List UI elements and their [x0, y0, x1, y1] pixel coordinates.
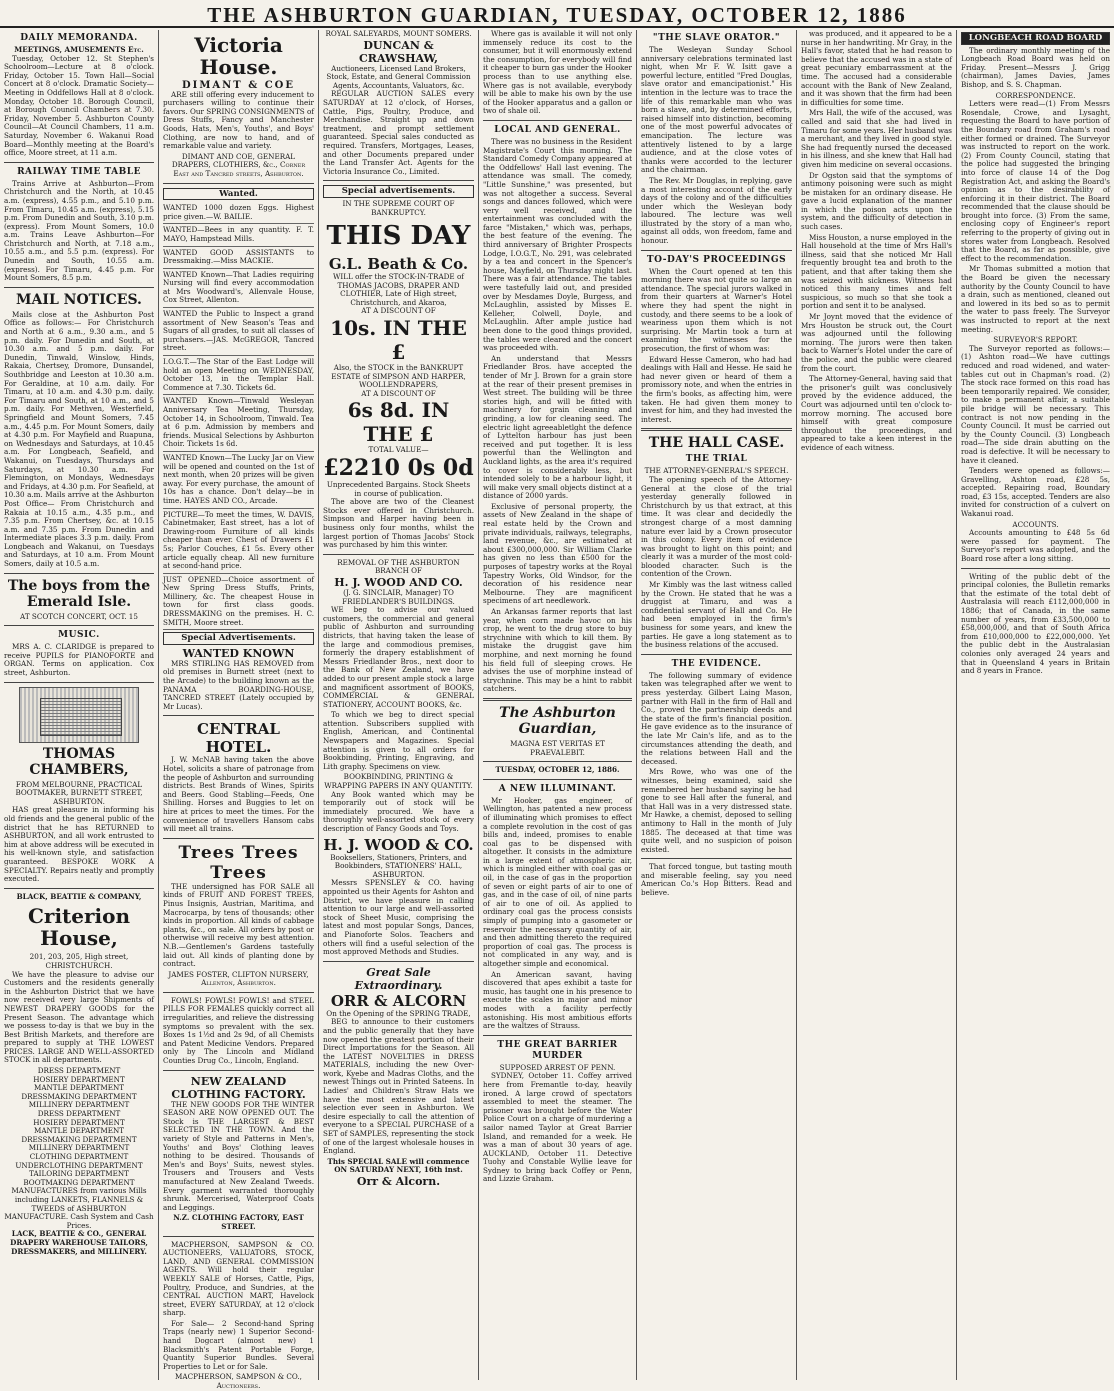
column-6 — [796, 30, 956, 1380]
manufactures-text: MANUFACTURES from various Mills including LANKETS, FLANNELS & TWEEDS of ASHBURTON MANUFACTURE. Cash System and Cash Prices. — [4, 1186, 154, 1230]
dept-item: DRESSMAKING DEPARTMENT — [21, 1091, 137, 1101]
wanted-ad: WANTED the Public to Inspect a grand assortment of New Season's Teas and Sugars of all grades, to suit all classes of purchasers.—JAS. McGREGOR, Tancred street. — [163, 308, 314, 356]
discount-value-1: 10s. IN THE £ — [330, 316, 467, 365]
barrier-sub: SUPPOSED ARREST OF PENN. — [499, 1062, 616, 1072]
central-hotel-heading: CENTRAL HOTEL. — [197, 720, 280, 757]
tenders-text: Tenders were opened as follows:—Gravelling, Ashton road, £28 5s, accepted. Repairing road, Boundary road, £3 15s, accepted. Tenders are also invited for construction of a culvert on Wakanui road. — [961, 466, 1110, 519]
continued-text-5: Mr Joynt moved that the evidence of Mrs Houston be struck out, the Court was adjourned until the following morning. The jurors were then taken back to Warner's Hotel under the care of the police, and the public were cleared from the court. — [801, 312, 952, 373]
dept-item: HOSIERY DEPARTMENT — [33, 1074, 125, 1084]
victoria-firm: DIMANT & COE — [181, 80, 296, 91]
orr-heading: ORR & ALCORN — [330, 991, 467, 1010]
dept-item: UNDERCLOTHING DEPARTMENT — [15, 1160, 143, 1170]
masthead — [0, 0, 1114, 28]
memo-heading: DAILY MEMORANDA. — [20, 33, 138, 43]
continued-text: was produced, and it appeared to be a nurse in her handwriting. Mr Gray, in the Hall's favor, stated that he had reason to believe that the accused was in a state of great pecuniary embarrassment at the time. The accused had a considerable account with the Bank of New Zealand, and it was shown that the firm had been in difficulties for some time. — [801, 29, 952, 107]
trees-heading: Trees Trees Trees — [178, 842, 299, 883]
hjwood-footer: Booksellers, Stationers, Printers, and Bookbinders, STATIONERS' HALL, ASHBURTON. — [330, 852, 467, 879]
evidence-heading: THE EVIDENCE. — [671, 658, 762, 669]
gas-text: Where gas is available it will not only immensely reduce its cost to the consumer, but it will enormously extend the consumption, for everybody will find it cheaper to burn gas under the Hooker process than to use anything else. Where gas is not available, everybody will be able to make his own by the use of the Hooker apparatus and a gallon or two of shale oil. — [483, 29, 632, 116]
speech-text-2: Mr Kimbly was the last witness called by the Crown. He stated that he was a druggist at Timaru, and was a confidential servant of Hall and Co. He had been employed in the firm's business for some years, and knew the parties. He gave a long statement as to the business relations of the accused. — [641, 580, 792, 650]
column-7 — [956, 30, 1114, 1380]
special-ads-heading: Special advertisements. — [323, 185, 474, 198]
court-text: IN THE SUPREME COURT OF BANKRUPTCY. — [342, 198, 455, 217]
beath-footer: Unprecedented Bargains. Stock Sheets in course of publication. — [326, 480, 471, 498]
railway-heading: RAILWAY TIME TABLE — [17, 166, 141, 177]
wanted-heading: Wanted. — [163, 188, 314, 201]
memo-subheading: MEETINGS, AMUSEMENTS Etc. — [14, 45, 144, 54]
orr-note: This SPECIAL SALE will commence ON SATURDAY NEXT, 16th inst. — [327, 1156, 470, 1175]
orr-sub: On the Opening of the SPRING TRADE, — [326, 1008, 471, 1018]
hjwood-big: H. J. WOOD & CO. — [323, 835, 474, 854]
dept-item: DRESSMAKING DEPARTMENT — [21, 1134, 137, 1144]
this-day-heading: THIS DAY — [326, 221, 471, 252]
boys-heading: The boys from the Emerald Isle. — [7, 577, 151, 610]
evidence-text-2: Mrs Rowe, who was one of the witnesses, being examined, said she remembered her husband saying he had gone to see Hall after the funeral, and that Hall was in a very distressed state. Mr Hawke, a chemist, deposed to selling antimony to Hall in the month of July 1885. The deceased at that time was quite well, and no suspicion of poison existed. — [641, 767, 792, 854]
local-text-4: An Arkansas farmer reports that last year, when corn made havoc on his crop, he went to the drug store to buy strychnine with which to kill them. By mistake the druggist gave him morphine, and next morning he found his field full of sleeping crows. He advises the use of morphine instead of strychnine. This may be a hint to rabbit catchers. — [483, 607, 632, 694]
surveyor-text: The Surveyor reported as follows:—(1) Ashton road—We have cuttings reduced and road widened, and water-tables cut out in Chapman's road. (2) The stock race formed on this road has been temporarily repaired. We consider, to make a permanent affair, a suitable pile bridge will be necessary. This contract is not now pending in the County Council. It must be carried out by the County Council. (3) Longbeach road—The side drain abutting on the road is defective. It will be necessary to have it cleaned. — [961, 343, 1110, 465]
dept-item: BOOTMAKING DEPARTMENT — [23, 1177, 135, 1187]
macpherson-footer: MACPHERSON, SAMPSON & CO., Auctioneers. — [175, 1372, 302, 1391]
mail-heading: MAIL NOTICES. — [16, 291, 142, 308]
slave-text: The Wesleyan Sunday School anniversary celebrations terminated last night, when Mr F. W. Isitt gave a powerful lecture, entitled "Fred Douglas, slave orator and emancipationist." His intention in the lecture was to trace the life of this remarkable man who was born a slave, and, by determined efforts, raised himself into distinction, becoming one of the most powerful advocates of emancipation. The lecture was attentively listened to by a large audience, and at the close votes of thanks were accorded to the lecturer and the chairman. — [641, 45, 792, 175]
continued-text-4: Miss Houston, a nurse employed in the Hall household at the time of Mrs Hall's illness, said that she noticed Mr Hall frequently brought tea and broth to the patient, and that after taking them she was seized with sickness. Witness had noticed this many times and felt suspicious, so much so that she took a portion and sent it to be analysed. — [801, 232, 952, 311]
illuminant-text: Mr Hooker, gas engineer, of Wellington, has patented a new process of illuminating which promises to effect a complete revolution in the cost of gas bills and, indeed, promises to enable coal gas to be dispensed with altogether. It consists in the admixture in a large extent of atmospheric air, which is mingled either with coal gas or oil, in the case of gas in the proportion of seven or eight parts of air to one of gas, and in the case of oil, of nine parts of air to one of oil. As applied to ordinary coal gas the process consists simply of pumping into a gasometer or reservoir the necessary quantity of air, and then admitting thereto the required proportion of coal gas. The process is not complicated in any way, and is altogether simple and economical. — [483, 795, 632, 968]
accounts-heading: ACCOUNTS. — [1012, 519, 1059, 529]
boys-subheading: AT SCOTCH CONCERT, OCT. 15 — [20, 611, 138, 621]
dept-item: HOSIERY DEPARTMENT — [33, 1117, 125, 1127]
hjwood-sub: (J. G. SINCLAIR, Manager) TO FRIEDLANDER'S BUILDINGS. — [342, 587, 455, 606]
dept-item: DRESS DEPARTMENT — [37, 1109, 121, 1119]
wanted-ad: WANTED Known—The Lucky Jar on View will be opened and counted on the 1st of next month, when 20 prizes will be given away. For every purchase, the amount of 10s has a chance. Don't delay—be in time. HAYES AND CO., Arcade. — [163, 452, 314, 509]
wanted-ad: I.O.G.T.—The Star of the East Lodge will hold an open Meeting on WEDNESDAY, October 13, in the Templar Hall. Commence at 7.30. Tickets 6d. — [163, 356, 314, 395]
boot-shop-engraving — [19, 687, 139, 743]
days-heading: TO-DAY'S PROCEEDINGS — [646, 254, 787, 265]
pills-text: FOWLS! FOWLS! FOWLS! and STEEL PILLS FOR FEMALES quickly correct all irregularities, and relieve the distressing symptoms so prevalent with the sex. Boxes 1s 1½d and 2s 9d, of all Chemists and Patent Medicine Vendors. Prepared only by The Lincoln and Midland Counties Drug Co., Lincoln, England. — [163, 995, 314, 1066]
printing-heading: BOOKBINDING, PRINTING & WRAPPING PAPERS IN ANY QUANTITY. — [324, 772, 473, 791]
column-3 — [318, 30, 478, 1380]
column-2 — [158, 30, 318, 1391]
barrier-text: SYDNEY, October 11. Coffey arrived here from Fremantle to-day, heavily ironed. A large crowd of spectators assembled to meet the steamer. The prisoner was brought before the Water Police Court on a charge of murdering a sailor named Taylor at Great Barrier Island, and remanded for a week. He was a man of about 30 years of age. AUCKLAND, October 11. Detective Tuohy and Constable Wyllie leave for Sydney to bring back Coffey or Penn, and Lizzie Graham. — [483, 1071, 632, 1184]
central-hotel-text: J. W. McNAB having taken the above Hotel, solicits a share of patronage from the people of Ashburton and surrounding districts. Best Brands of Wines, Spirits and Beers. Good Stabling—Feeds, One Shilling. Horses and Buggies to let on hire at prices to meet the times. For the convenience of travellers Hansom cabs will meet all trains. — [163, 755, 314, 834]
illuminant-heading: A NEW ILLUMINANT. — [498, 783, 617, 794]
orr-text: BEG to announce to their customers and the public generally that they have now opened the greatest portion of their Direct Importations for the Season. All the LATEST NOVELTIES in DRESS MATERIALS, including the new Over-work, Kyebe and Madras Cloths, and the newest Things out in Printed Sateens. In Ladies' and Children's Straw Hats we have the most extensive and latest selection ever seen in Ashburton. We desire especially to call the attention of everyone to a SPECIAL PURCHASE of a SET of SAMPLES, representing the stock of one of the largest wholesale houses in England. — [323, 1017, 474, 1156]
total-value: £2210 0s 0d — [323, 455, 474, 482]
duncan-sub: Auctioneers, Licensed Land Brokers, Stock, Estate, and General Commission Agents, Accountants, Valuators, &c. — [326, 63, 471, 90]
column-5 — [636, 30, 796, 1380]
evidence-text: The following summary of evidence taken was telegraphed after we went to press yesterday. Gilbert Laing Mason, partner with Hall in the firm of Hall and Co., proved the partnership deeds and the state of the firm's financial position. He gave evidence as to the insurance of the late Mr Cain's life, and as to the circumstances attending the death, and the relations between Hall and the deceased. — [641, 670, 792, 766]
dept-item: MILLINERY DEPARTMENT — [28, 1100, 130, 1110]
correspondence-text-2: Mr Thomas submitted a motion that the Board be given the necessary authority by the County Council to have a drain, such as mentioned, cleaned out and lowered in its bed so as to permit the water to pass freely. The Surveyor was instructed to report at the next meeting. — [961, 264, 1110, 334]
trial-heading: THE TRIAL — [685, 454, 748, 465]
speech-heading: THE ATTORNEY-GENERAL'S SPEECH. — [644, 466, 789, 476]
beath-text: WILL offer the STOCK-IN-TRADE of THOMAS JACOBS, DRAPER AND CLOTHIER, Late of High street, Christchurch, and Akaroa, — [333, 272, 464, 307]
wanted-ad: WANTED GOOD ASSISTANTS to Dressmaking.—Miss MACKIE. — [163, 247, 314, 269]
evidence-text-3: That forced tongue, but tasting mouth and miserable feeling, say you need American Co.'s Hop Bitters. Read and believe. — [641, 862, 792, 898]
victoria-text: ARE still offering every inducement to purchasers willing to continue their favors. Our SPRING CONSIGNMENTS of Dress Stuffs, Fancy and Manchester Goods, Hats, Men's, Youths', and Boys' Clothing, are now to hand, and of remarkable value and variety. — [163, 89, 314, 151]
beath-text-2: Also, the STOCK in the BANKRUPT ESTATE of SIMPSON AND HARPER, WOOLLENDRAPERS, — [331, 363, 466, 390]
duncan-text: REGULAR AUCTION SALES every SATURDAY at 12 o'clock, of Horses, Cattle, Pigs, Poultry, Produce, and Merchandise. Straight up and down treatment, and prompt settlement guaranteed. Special sales conducted as required. Transfers, Mortgages, Leases, and other Documents prepared under the Land Transfer Act. Agents for the Victoria Insurance Co., Limited. — [323, 89, 474, 176]
lack-beattie-footer: LACK, BEATTIE & CO., GENERAL DRAPERY WAREHOUSE TAILORS, DRESSMAKERS, and MILLINERY. — [10, 1229, 148, 1256]
great-sale-heading: Great Sale Extraordinary. — [354, 965, 443, 992]
victoria-footer: DIMANT AND COE, GENERAL DRAPERS, CLOTHIERS, &c., Corner East and Tancred streets, Ashburton. — [171, 151, 306, 178]
music-text: MRS A. C. CLARIDGE is prepared to receive PUPILS for PIANOFORTE and ORGAN. Terms on application. Cox street, Ashburton. — [4, 642, 154, 678]
paper-date: TUESDAY, OCTOBER 12, 1886. — [495, 765, 620, 775]
dept-item: TAILORING DEPARTMENT — [29, 1169, 129, 1179]
local-text: There was no business in the Resident Magistrate's Court this morning. The Standard Comedy Company appeared at the Oddfellows' Hall last evening. The attendance was small. The comedy, "Little Sunshine," was presented, but was not altogether a success. Several songs and dances followed, which were very well received, and the entertainment was concluded with the farce "Mistaken," which was, perhaps, the best feature of the evening. The third anniversary of Brighter Prospects Lodge, I.O.G.T., No. 291, was celebrated by a tea and concert in the Spencer's house, Mayfield, on Thursday night last. There was a fair attendance. The tables were tastefully laid out, and presided over by Mesdames Doyle, Burgess, and McLaughlin, assisted by Misses E. Kelleher, Colwell, Doyle, and McLaughlin. After ample justice had been done to the good things provided, the tables were cleared and the concert was proceeded with. — [483, 136, 632, 353]
railway-text: Trains Arrive at Ashburton—From Christchurch and the North, at 10.45 a.m. (express), 4.55 p.m., and 5.10 p.m. From Timaru, 10.45 a.m. (express), 5.15 p.m. From Dunedin and South, 3.10 p.m. (express). From Mount Somers, 10.0 a.m. Trains Leave Ashburton—For Christchurch and North, at 7.18 a.m., 10.55 a.m., and 5.5 p.m. (express). For Dunedin and South, 10.55 a.m. (express). For Timaru, 4.45 p.m. For Mount Somers, 8.5 p.m. — [4, 178, 154, 283]
macpherson-text: MACPHERSON, SAMPSON & CO. AUCTIONEERS, VALUATORS, STOCK, LAND, AND GENERAL COMMISSION AGENTS. Will hold their regular WEEKLY SALE of Horses, Cattle, Pigs, Poultry, Produce, and Sundries, at the CENTRAL AUCTION MART, Havelock street, EVERY SATURDAY, at 12 o'clock sharp. — [163, 1239, 314, 1318]
music-agency-text: Messrs SPENSLEY & CO. having appointed us their Agents for Ashton and District, we have pleasure in calling attention to our large and well-assorted stock of Sheet Music, comprising the latest and most popular Songs, Dances, and Pianoforte Solos. Teachers and others will find a useful selection of the most approved Methods and Studies. — [323, 878, 474, 957]
wanted-ad: WANTED Known—That Ladies requiring Nursing will find every accommodation at Mrs Woodward's, Allenvale House, Cox Street, Allenton. — [163, 269, 314, 308]
criterion-address: 201, 203, 205, High street, CHRISTCHURCH. — [29, 952, 129, 970]
hjwood-text: WE beg to advise our valued customers, the commercial and general public of Ashburton and surrounding districts, that having taken the lease of the large and commodious premises, formerly the drapery establishment of Messrs Friedlander Bros., next door to the Bank of New Zealand, we have added to our present ample stock a large and magnificent assortment of BOOKS, COMMERCIAL & GENERAL STATIONERY, ACCOUNT BOOKS, &c. — [323, 605, 474, 709]
orr-footer: Orr & Alcorn. — [356, 1175, 441, 1188]
wanted-known-heading: WANTED KNOWN — [182, 646, 295, 660]
paper-motto: MAGNA EST VERITAS ET PRAEVALEBIT. — [510, 738, 605, 757]
wanted-ad: WANTED Known—Tinwald Wesleyan Anniversary Tea Meeting, Thursday, October 14, in Schoolroom, Tinwald. Tea at 6 p.m. Admission by members and friends. Musical Selections by Ashburton Choir. Tickets 1s 6d. — [163, 395, 314, 452]
criterion-text: We have the pleasure to advise our Customers and the residents generally in the Ashburton District that we have now received very large Shipments of NEWEST DRAPERY GOODS for the Present Season. The advantage which we possess to-day is that we buy in the Best British Markets, and therefore are prepared to supply at THE LOWEST PRICES. LARGE AND WELL-ASSORTED STOCK in all departments. — [4, 969, 154, 1065]
chambers-text: HAS great pleasure in informing his old friends and the general public of the district that he has RETURNED to ASHBURTON, and all work entrusted to him at above address will be executed in his well-known style, and satisfaction guaranteed. BESPOKE WORK A SPECIALTY. Repairs neatly and promptly executed. — [4, 805, 154, 884]
beath-heading: G.L. Beath & Co. — [328, 255, 469, 274]
correspondence-heading: CORRESPONDENCE. — [995, 90, 1076, 100]
column-1 — [0, 30, 158, 1380]
criterion-firm: BLACK, BEATTIE & COMPANY, — [16, 891, 142, 901]
dept-item: CLOTHING DEPARTMENT — [29, 1152, 129, 1161]
slave-text-2: The Rev. Mr Douglas, in replying, gave a most interesting account of the early days of the colony and of the difficulties under which the Wesleyan body laboured. The lecture was well illustrated by the story of a man who, against all odds, won freedom, fame and honour. — [641, 175, 792, 246]
saleyards-text: ROYAL SALEYARDS, MOUNT SOMERS. — [325, 29, 472, 38]
slave-heading: "THE SLAVE ORATOR." — [652, 33, 781, 43]
macpherson-sale: For Sale— 2 Second-hand Spring Traps (nearly new) 1 Superior Second-hand Dogcart (almost new) 1 Blacksmith's Patent Portable Forge, Quantity Superior Bundles. Several Properties to Let or for Sale. — [163, 1318, 314, 1371]
local-text-2: An understand that Messrs Friedlander Bros. have accepted the tender of Mr J. Brown for a grain store at the rear of their present premises in West street. The building will be three stories high, and will be fitted with machinery for grain cleaning and grinding, a low for cleaning seed. The electric light agreeabletlght the defence of Lyttelton harbour has just been received and put together. It is less powerful than the Wellington and Auckland lights, as the area it's required to cover is considerably less, but intended solely to be a harbour light, it will make very small objects distinct at a distance of 2000 yards. — [483, 353, 632, 501]
continued-text-3: Dr Ogston said that the symptoms of antimony poisoning were such as might be mistaken for an ordinary disease. He gave a lucid explanation of the manner in which the poison acts upon the system, and the difficulty of detection in such cases. — [801, 170, 952, 232]
speech-text: The opening speech of the Attorney-General at the close of the trial yesterday generally followed in Christchurch by us that extract, at this time. It was clear and decidedly the strongest charge of a most damning nature ever laid by a Crown prosecutor in this colony. Every item of evidence was brought to light on this point; and clearly it was a murder of the most cold-blooded character. Such is the contention of the Crown. — [641, 474, 792, 579]
longbeach-text: The ordinary monthly meeting of the Longbeach Road Board was held on Friday. Present—Messrs J. Grigg (chairman), James Davies, James Bishop, and S. S. Chapman. — [961, 45, 1110, 89]
wanted-ad: WANTED 1000 dozen Eggs. Highest price given.—W. BAILIE. — [163, 202, 314, 224]
duncan-heading: DUNCAN & CRAWSHAW, — [358, 38, 439, 65]
wanted-ad: PICTURE—To meet the times, W. DAVIS, Cabinetmaker, East street, has a lot of Drawing-room Furniture of all kinds cheaper than ever. Chest of Drawers £1 5s; Parlor Couches, £1 5s. Every other article equally cheap. All new furniture at second-hand price. — [163, 509, 314, 574]
wanted-ad: JUST OPENED—Choice assortment of New Spring Dress Stuffs, Prints, Millinery, &c. The cheapest House in town for first class goods. DRESSMAKING on the premises. H. C. SMITH, Moore street. — [163, 574, 314, 631]
dept-item: DRESS DEPARTMENT — [37, 1066, 121, 1076]
days-text: When the Court opened at ten this morning there was not quite so large an attendance. The special jurors walked in from their quarters at Warner's Hotel where they had spent the night in custody, and there seems to be a look of weariness upon them which is not surprising. Mr Martin took a turn at examining the witnesses for the prosecution, the first of whom was: — [641, 266, 792, 353]
total-label: TOTAL VALUE— — [368, 445, 429, 455]
trees-signature: JAMES FOSTER, CLIFTON NURSERY, Allenton, Ashburton. — [168, 969, 309, 988]
wanted-known-text: MRS STIRLING HAS REMOVED from old premises in Burnett street (next to the Arcade) to the building known as the PANAMA BOARDING-HOUSE, TANCRED STREET (Lately occupied by Mr Lucas). — [163, 658, 314, 711]
nzc-text: THE NEW GOODS FOR THE WINTER SEASON ARE NOW OPENED OUT. The Stock is THE LARGEST & BEST SELECTED IN THE TOWN. And the variety of Style and Patterns in Men's, Youths' and Boys' Clothing leaves nothing to be desired. Thousands of Men's and Boys' Suits, newest styles. Trousers and Trousers and Vests manufactured at New Zealand Tweeds. Every garment warranted thoroughly shrunk. Mercerised, Waterproof Coats and Leggings. — [163, 1099, 314, 1212]
criterion-name: Criterion House, — [27, 904, 131, 951]
printing-text: Any Book wanted which may be temporarily out of stock will be immediately procured. We have a thoroughly well-assorted stock of every description of Fancy Goods and Toys. — [323, 789, 474, 833]
dept-item: MILLINERY DEPARTMENT — [28, 1143, 130, 1153]
discount-label-2: AT A DISCOUNT OF — [361, 388, 436, 398]
days-text-2: Edward Hesse Cameron, who had had dealings with Hall and Hesse. He said he had never given or heard of them a promissory note, and when the entries in the firm's books, as affecting him, were taken. He had given them money to invest for him, and they had invested the interest. — [641, 354, 792, 424]
illuminant-text-2: An American savant, having discovered that apes exhibit a taste for music, has taught one in his presence to execute the scales in major and minor modes with a facility perfectly astonishing. His most ambitious efforts are the waltzes of Strauss. — [483, 969, 632, 1031]
special-heading: Special Advertisements. — [163, 632, 314, 645]
paper-title: The Ashburton Guardian, — [499, 704, 616, 737]
hjwood-text-2: To which we beg to direct special attention. Subscribers supplied with English, American, and Continental Newspapers and Magazines. Special attention is given to all orders for Bookbinding, Printing, Engraving, and Lith graphy. Specimens on view. — [323, 710, 474, 771]
nzc-heading: NEW ZEALAND CLOTHING FACTORY. — [171, 1074, 306, 1101]
continued-text-6: The Attorney-General, having said that the prisoner's guilt was conclusively proved by the evidence adduced, the Court was adjourned until ten o'clock to-morrow morning. The accused bore himself with great composure throughout the proceedings, and appeared to take a keen interest in the evidence of each witness. — [801, 374, 952, 452]
dept-item: MANTLE DEPARTMENT — [33, 1083, 125, 1093]
trees-text: THE undersigned has FOR SALE all kinds of FRUIT AND FOREST TREES, Pinus Insignis, Austrian, Maritima, and Macrocarpa, by tens of thousands; other kinds in proportion. All kinds of cabbage plants, &c., on sale. All orders by post or otherwise will receive my best attention. N.B.—Gentlemen's Gardens tastefully laid out. All kinds of planting done by contract. — [163, 881, 314, 969]
hjwood-heading: H. J. WOOD AND CO. — [334, 575, 463, 589]
surveyor-heading: SURVEYOR'S REPORT. — [993, 335, 1078, 345]
discount-label-1: AT A DISCOUNT OF — [361, 306, 436, 316]
victoria-heading: Victoria House. — [194, 33, 283, 79]
beath-paragraph: The above are two of the Cleanest Stocks ever offered in Christchurch. Simpson and Harper having been in business only four months, whilst the largest portion of Thomas Jacobs' Stock was purchased by him this winter. — [323, 497, 474, 550]
barrier-heading: THE GREAT BARRIER MURDER — [497, 1039, 618, 1061]
local-heading: LOCAL AND GENERAL. — [494, 124, 621, 135]
discount-value-2: 6s 8d. IN THE £ — [347, 398, 450, 447]
wanted-ad: WANTED—Bees in any quantity. F. T. MAYO, Hampstead Mills. — [163, 224, 314, 246]
longbeach-heading: LONGBEACH ROAD BOARD — [961, 32, 1110, 45]
hall-case-heading: THE HALL CASE. — [648, 435, 785, 452]
column-4 — [478, 30, 636, 1380]
chambers-sub: FROM MELBOURNE, PRACTICAL BOOTMAKER, BURNETT STREET, ASHBURTON. — [15, 779, 143, 806]
music-heading: MUSIC. — [58, 630, 100, 641]
newspaper-title: THE ASHBURTON GUARDIAN, TUESDAY, OCTOBER 12, 1886 — [207, 3, 907, 27]
nzc-footer: N.Z. CLOTHING FACTORY, EAST STREET. — [173, 1213, 304, 1231]
mail-text: Mails close at the Ashburton Post Office as follows:— For Christchurch and North at 6 a.m., 9.30 a.m., and 5 p.m. daily. For Dunedin and South, at 10.30 a.m. and 5 p.m. daily. For Dunedin, Tinwald, Winslow, Hinds, Rakaia, Chertsey, Dromore, Dunsandel, Southbridge and Leeston at 10.30 a.m. For Geraldine, at 10 a.m. daily. For Timaru, at 10 a.m. and 4.30 p.m. daily. For Timaru and South, at 10 a.m., and 5 p.m. daily. For Methven, Westerfield, Springfield and Mount Somers, 7.45 a.m., 4.45 p.m. For Mount Somers, daily at 4.30 p.m. For Mayfield and Ruapuna, on Wednesdays and Saturdays, at 10.45 a.m. For Longbeach, Seafield, and Wakanui, on Tuesdays, Thursdays and Saturdays, at 10.30 a.m. For Flemington, on Mondays, Wednesdays and Fridays, at 4.30 p.m. For Seafield, at 10.30 a.m. Mails arrive at the Ashburton Post Office— From Christchurch and Rakaia at 10.15 a.m., 4.35 p.m., and 7.35 p.m. From Chertsey, &c. at 10.15 a.m. and 7.35 p.m. From Dunedin and Intermediate places 3.3 p.m. daily. From Longbeach and Wakanui, on Tuesdays and Saturdays, at 10 a.m. From Mount Somers, daily at 10.5 a.m. — [4, 309, 154, 569]
removal-heading: REMOVAL OF THE ASHBURTON BRANCH OF — [337, 557, 460, 576]
chambers-name: THOMAS CHAMBERS, — [29, 745, 129, 778]
dept-item: MANTLE DEPARTMENT — [33, 1126, 125, 1136]
continued-text-2: Mrs Hall, the wife of the accused, was called and said that she had lived in Timaru for some years. Her husband was a merchant, and they lived in good style. She had frequently nursed the deceased in his illness, and she knew that Hall had given him medicine on several occasions. — [801, 108, 952, 169]
memo-text: Tuesday, October 12. St Stephen's Schoolroom—Lecture at 8 o'clock. Friday, October 15. Town Hall—Social Concert at 8 o'clock. Dramatic Society—Meeting in Oddfellows Hall at 8 o'clock. Monday, October 18. Borough Council, at Borough Council Chambers at 7.30. Friday, November 5. Ashburton County Council—At Council Chambers, 11 a.m. Saturday, November 6. Wakanui Road Board—Monthly meeting at the Board's office, Moore street, at 11 a.m. — [4, 53, 154, 158]
correspondence-text: Letters were read—(1) From Messrs Rosendale, Crowe, and Lysaght, requesting the Board to have portion of the Boundary road from Graham's road either formed or drained. The Surveyor was instructed to report on the work. (2) From County Council, stating that the police had suggested the bringing into force of clause 14 of the Dog Registration Act, and asking the Board's opinion as to the desirability of enforcing it in their district. The Board recommended that the clause should be brought into force. (3) From the same, enclosing copy of Engineer's report referring to the property of giving out in stores water from Longbeach. Resolved that the Board, as far as possible, give effect to the recommendation. — [961, 99, 1110, 263]
sundry-text: Writing of the public debt of the principal colonies, the Bulletin remarks that the estimate of the total debt of Australasia will reach £112,000,000 in 1886; that of Canada, in the same number of years, from £33,500,000 to £58,000,000, and that of South Africa from £10,000,000 to £22,000,000. Yet the public debt in the Australasian colonies only averaged 24 years and that in Queensland 4 years in Britain and 8 years in France. — [961, 571, 1110, 676]
local-text-3: Exclusive of personal property, the assets of New Zealand in the shape of real estate held by the Crown and private individuals, railways, telegraphs, land revenue, &c., are estimated at about £300,000,000. Sir William Clarke has given no less than £500 for the purposes of tapestry works at the Royal Tapestry Works, Old Windsor, for the decoration of his residence near Melbourne. They are magnificent specimens of art needlework. — [483, 501, 632, 606]
accounts-text: Accounts amounting to £48 5s 6d were passed for payment. The Surveyor's report was adopted, and the Board rose after a long sitting. — [961, 528, 1110, 564]
